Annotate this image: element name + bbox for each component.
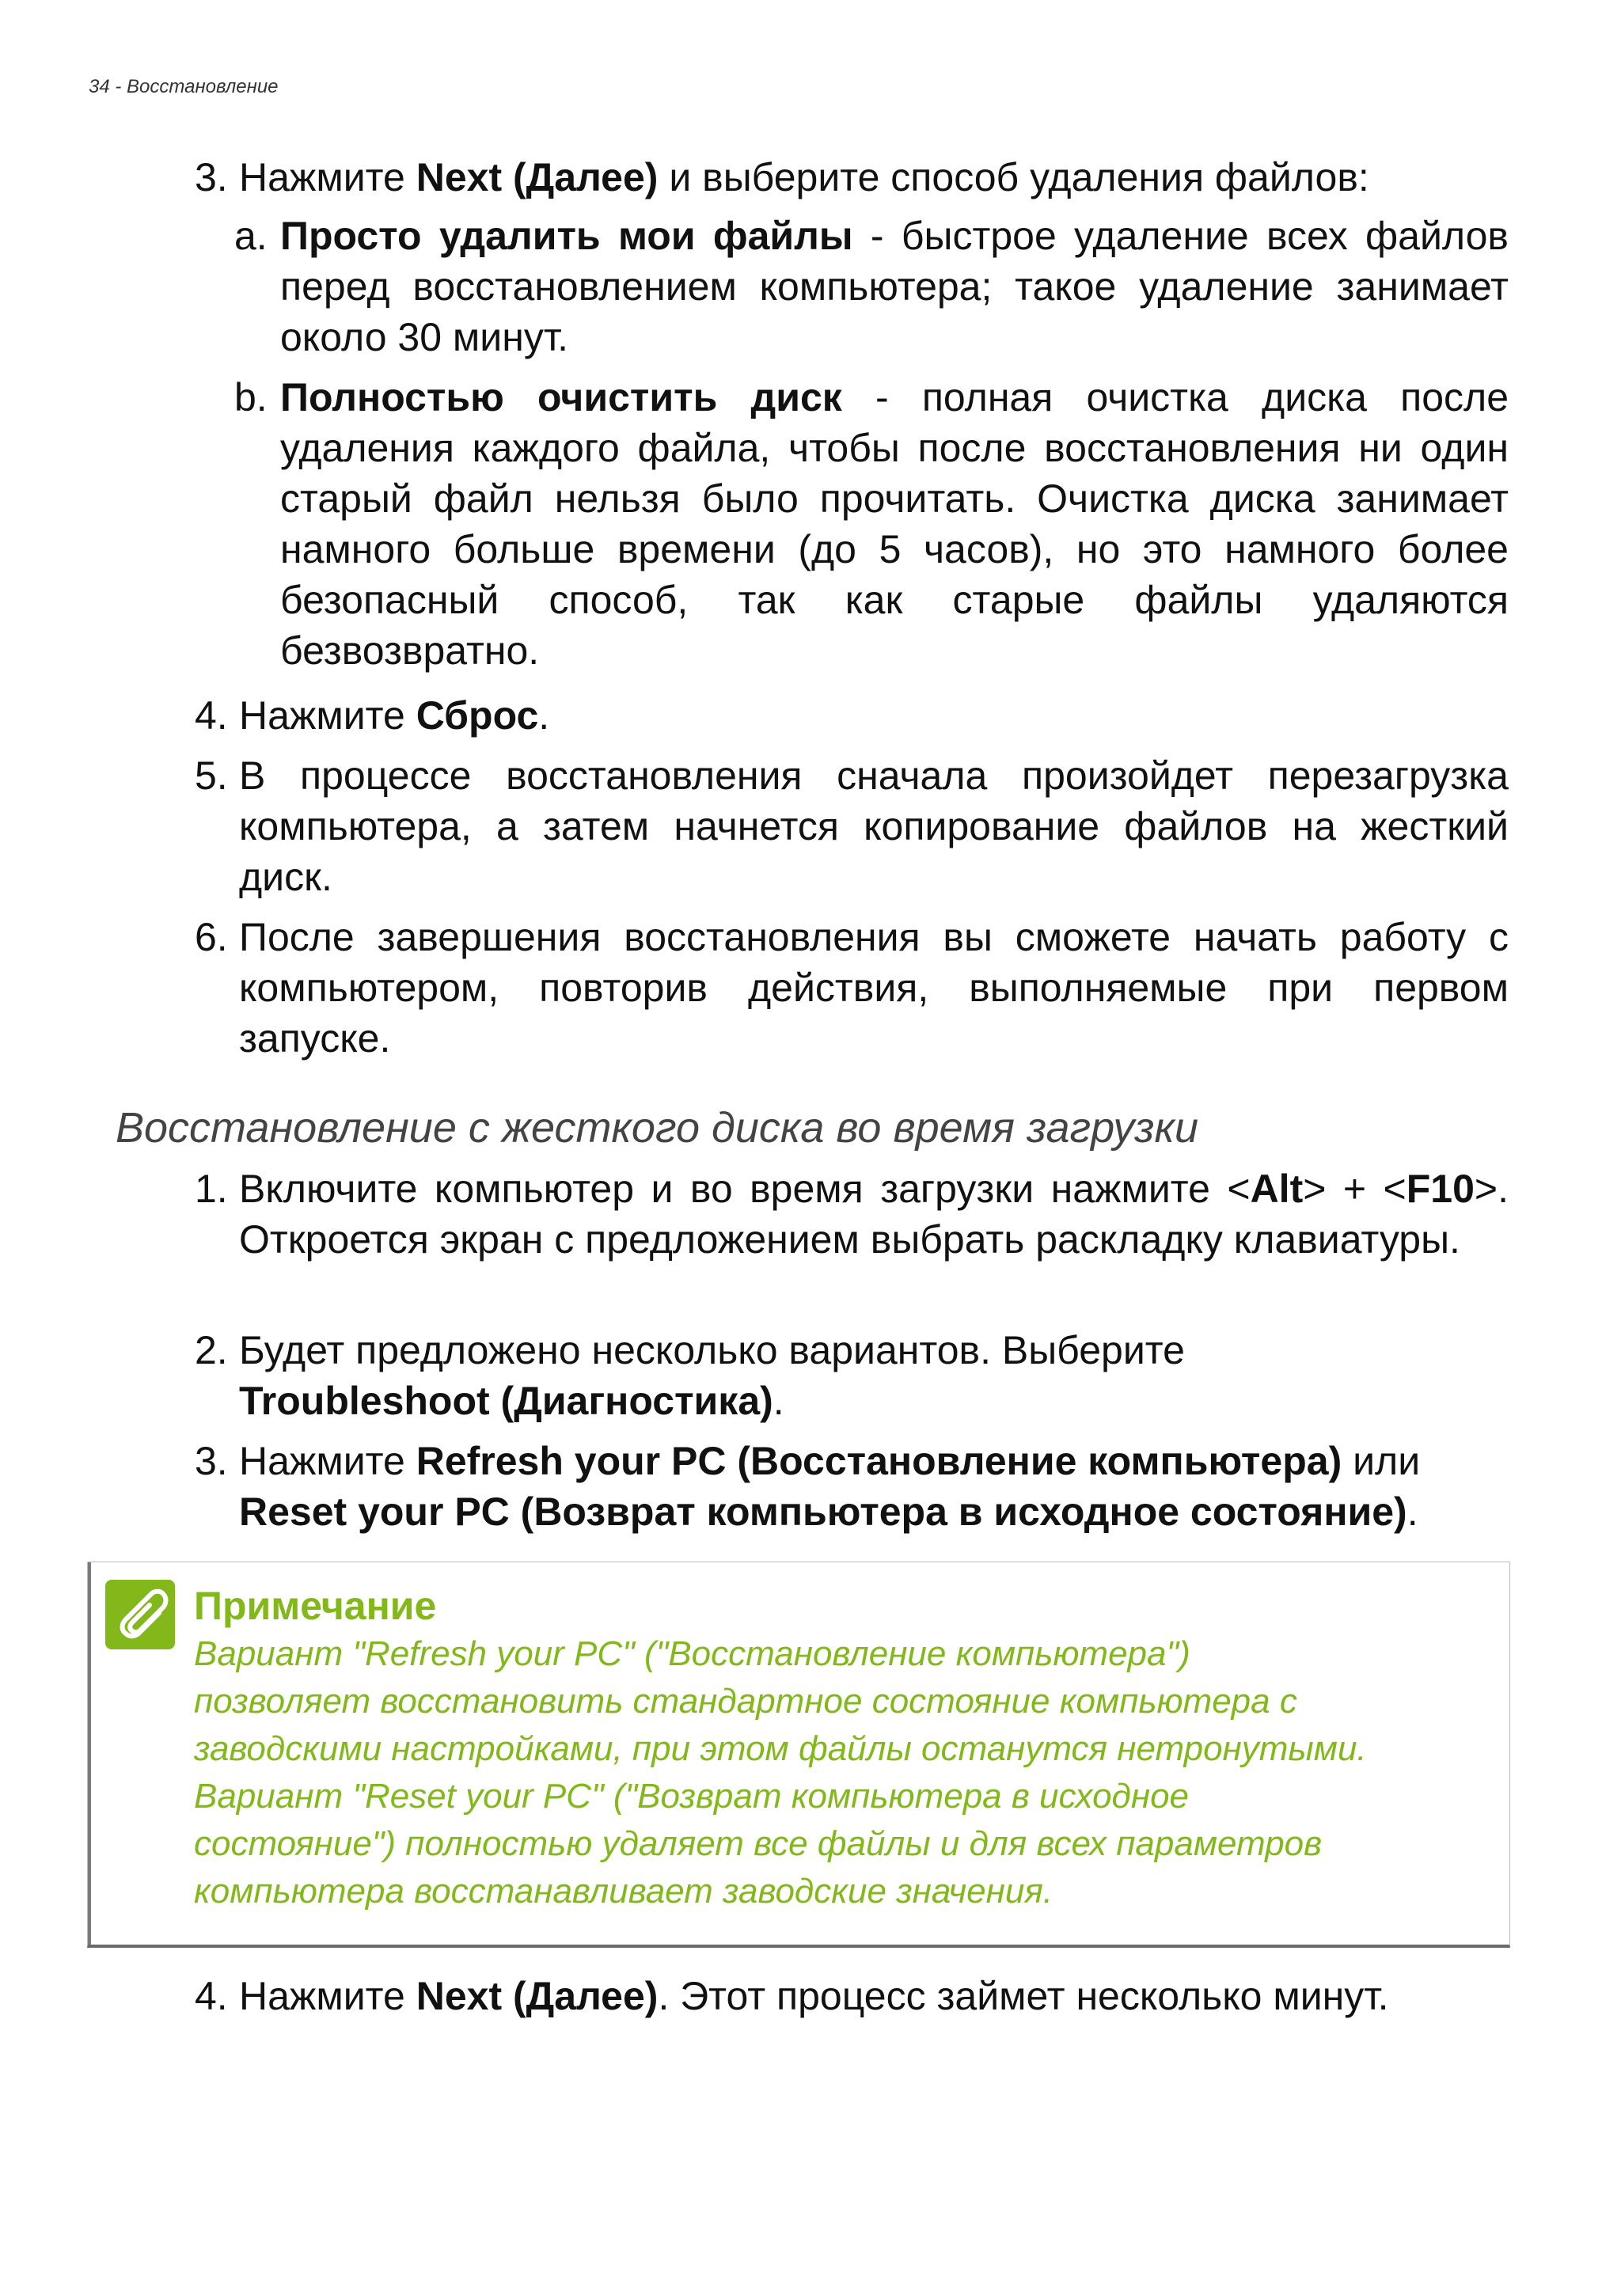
note-line: состояние") полностью удаляет все файлы и для всех параметров [194,1824,1323,1863]
ui-term: Troubleshoot (Диагностика) [239,1379,773,1423]
ui-term: Сброс [416,693,539,738]
note-box [87,1562,1510,1948]
list-number: 4. [195,1974,228,2018]
list-number: 3. [195,155,228,199]
section-heading: Восстановление с жесткого диска во время загрузки [116,1104,1199,1152]
list-item [195,1325,1509,1426]
ui-term: Next (Далее) [416,155,659,199]
list-item [195,690,1509,741]
list-item-text: Просто удалить мои файлы - быстрое удаление всех файлов перед восстановлением компьютера; такое удаление занимает около 30 минут. [280,214,1509,359]
key-name: Alt [1250,1167,1304,1211]
list-item [195,1436,1509,1537]
list-item-text: После завершения восстановления вы сможете начать работу с компьютером, повторив действия, выполняемые при первом запуске. [239,915,1509,1061]
ui-term: Reset your PC (Возврат компьютера в исходное состояние) [239,1490,1407,1534]
list-number: 5. [195,753,228,798]
sub-list-item [234,211,1509,362]
list-number: 4. [195,693,228,738]
list-item-text: Полностью очистить диск - полная очистка диска после удаления каждого файла, чтобы после восстановления ни один старый файл нельзя было прочитать. Очистка диска занимает намного больше времени (до 5 часов), но это намного более безопасный способ, так как старые файлы удаляются безвозвратно. [280,375,1509,673]
list-item-text: В процессе восстановления сначала произойдет перезагрузка компьютера, а затем начнется копирование файлов на жесткий диск. [239,753,1509,899]
list-item-text: Будет предложено несколько вариантов. Выберите Troubleshoot (Диагностика). [239,1328,1185,1423]
key-name: F10 [1406,1167,1475,1211]
list-number: 1. [195,1167,228,1211]
list-item-text: Включите компьютер и во время загрузки нажмите <Alt> + <F10>. Откроется экран с предложением выбрать раскладку клавиатуры. [239,1167,1509,1262]
note-line: позволяет восстановить стандартное состояние компьютера с [194,1682,1297,1721]
note-left-rule [88,1562,91,1945]
ui-term: Next (Далее) [416,1974,659,2018]
list-letter: b. [234,375,268,419]
paperclip-icon [105,1580,175,1649]
list-item [195,912,1509,1064]
running-header: 34 - Восстановление [89,76,279,97]
option-term: Просто удалить мои файлы [280,214,853,258]
list-item-text: Нажмите Next (Далее). Этот процесс займет несколько минут. [239,1974,1389,2018]
note-line: заводскими настройками, при этом файлы останутся нетронутыми. [194,1729,1367,1768]
list-number: 3. [195,1439,228,1483]
ui-term: Refresh your PC (Восстановление компьютера) [416,1439,1342,1483]
list-item-text: Нажмите Refresh your PC (Восстановление компьютера) или Reset your PC (Возврат компьютера в исходное состояние). [239,1439,1421,1534]
note-line: компьютера восстанавливает заводские значения. [194,1872,1053,1911]
note-text [194,1630,1492,1915]
list-item [195,1971,1509,2021]
list-item [195,1163,1509,1265]
note-title: Примечание [194,1584,437,1628]
option-term: Полностью очистить диск [280,375,842,419]
list-number: 2. [195,1328,228,1372]
list-item [195,152,1509,203]
list-item-text: Нажмите Сброс. [239,693,550,738]
list-number: 6. [195,915,228,959]
list-letter: a. [234,214,268,258]
sub-list-item [234,372,1509,676]
note-line: Вариант "Reset your PC" ("Возврат компьютера в исходное [194,1777,1190,1816]
list-item-text: Нажмите Next (Далее) и выберите способ удаления файлов: [239,155,1369,199]
note-line: Вариант "Refresh your PC" ("Восстановление компьютера") [194,1634,1190,1673]
list-item [195,750,1509,902]
